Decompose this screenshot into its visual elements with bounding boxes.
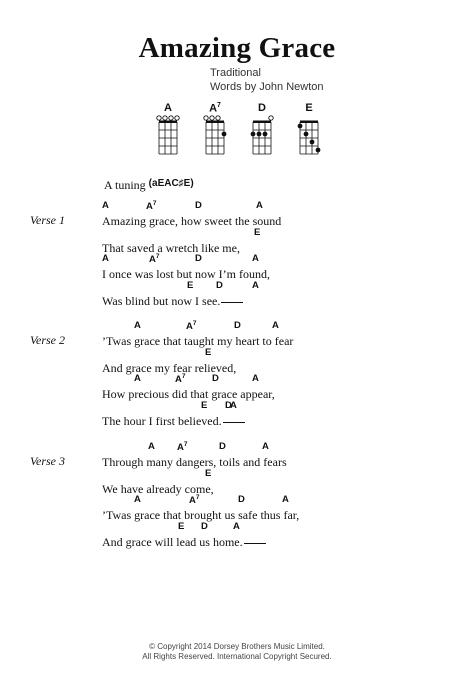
chord-symbol	[195, 200, 202, 211]
chord-name: A	[272, 320, 279, 331]
chord-symbol	[186, 320, 197, 332]
chord-name: A	[148, 441, 155, 452]
chord-symbol	[254, 227, 260, 238]
chord-row	[102, 441, 462, 453]
lyric-words: Through many dangers, toils and fears	[102, 455, 287, 469]
tuning-line	[104, 178, 194, 193]
melisma-extender-line	[221, 302, 243, 303]
chord-row	[102, 320, 462, 332]
finger-dot	[316, 148, 321, 153]
chord-row	[102, 400, 462, 412]
verse-label: Verse 3	[30, 454, 65, 468]
lyric-words: The hour I first believed.	[102, 413, 222, 428]
chord-symbol	[256, 200, 263, 211]
chord-symbol	[216, 280, 223, 291]
chord-name: D	[219, 441, 226, 452]
finger-dot	[251, 132, 256, 137]
chord-name: E	[205, 346, 212, 358]
chord-name: A	[230, 399, 237, 411]
chord-symbol	[201, 400, 207, 411]
lyric-words: Amazing grace, how sweet the sound	[102, 214, 282, 228]
chord-name: D	[234, 320, 241, 331]
chord-symbol	[219, 441, 226, 452]
melisma-extender-line	[223, 422, 245, 423]
chord-name: D	[201, 520, 208, 532]
chord-symbol	[178, 521, 184, 532]
chord-row	[102, 347, 462, 359]
chord-name: A	[282, 494, 289, 505]
chord-row	[102, 280, 462, 292]
chord-name: A	[252, 279, 259, 291]
lyric-text	[102, 535, 266, 550]
chord-symbol	[102, 253, 109, 264]
chord-name: D	[195, 200, 202, 211]
chord-name: E	[205, 467, 212, 479]
tuning-label: A tuning	[104, 178, 146, 192]
chord-row	[102, 200, 462, 212]
chord-name: A	[149, 254, 156, 266]
verse-label: Verse 2	[30, 333, 65, 347]
lyric-words: ’Twas grace that taught my heart to fear	[102, 334, 294, 348]
lyric-text	[102, 294, 243, 309]
finger-dot	[304, 132, 309, 137]
verse-label: Verse 1	[30, 213, 65, 227]
finger-dot	[298, 124, 303, 129]
open-string-marker	[216, 116, 220, 120]
chord-name: A	[102, 200, 109, 211]
open-string-marker	[269, 116, 273, 120]
finger-dot	[222, 132, 227, 137]
chord-extension: 7	[183, 441, 188, 448]
chord-name: A	[134, 494, 141, 505]
chord-diagram-name: $A^7$	[209, 102, 221, 115]
lyric-words: That saved a wretch like me,	[102, 240, 240, 255]
finger-dot	[310, 140, 315, 145]
chord-row	[102, 253, 462, 265]
chord-diagram-name: A	[164, 102, 172, 114]
lyric-words: Was blind but now I see.	[102, 293, 221, 308]
chord-name: A	[256, 200, 263, 211]
chord-name: D	[216, 279, 223, 291]
lyric-words: And grace my fear relieved,	[102, 360, 237, 375]
chord-name: E	[254, 226, 261, 238]
chord-symbol	[230, 400, 237, 411]
tuning-notes: (aEAC♯E)	[148, 178, 194, 189]
chord-symbol	[195, 253, 202, 264]
chord-symbol	[252, 280, 259, 291]
chord-extension: 7	[192, 320, 197, 327]
chord-extension: 7	[181, 373, 186, 380]
chord-symbol	[187, 280, 193, 291]
chord-extension: 7	[155, 253, 160, 260]
fretboard-grid	[296, 114, 322, 158]
chord-name: A	[134, 320, 141, 331]
chord-name: A	[134, 373, 141, 384]
credit-lyricist: Words by John Newton	[210, 81, 324, 93]
chord-symbol	[201, 521, 208, 532]
chord-diagram-name: E	[305, 102, 313, 114]
chord-extension: 7	[152, 200, 157, 207]
lyric-words: And grace will lead us home.	[102, 534, 243, 549]
chord-row	[102, 468, 462, 480]
chord-name: A	[189, 495, 196, 507]
chord-symbol	[234, 320, 241, 331]
copyright-line: © Copyright 2014 Dorsey Brothers Music Limited.	[149, 642, 325, 651]
chord-name: E	[187, 279, 194, 291]
chord-name: A	[175, 374, 182, 386]
chord-row	[102, 227, 462, 239]
chord-symbol	[148, 441, 155, 452]
chord-name: A	[177, 442, 184, 454]
credit-traditional: Traditional	[210, 67, 261, 79]
open-string-marker	[157, 116, 161, 120]
chord-symbol	[205, 468, 211, 479]
chord-diagram-name: D	[258, 102, 266, 114]
fretboard-grid	[202, 114, 228, 158]
open-string-marker	[175, 116, 179, 120]
chord-name: D	[212, 373, 219, 384]
song-title: Amazing Grace	[138, 32, 336, 64]
lyric-words: We have already come,	[102, 481, 214, 496]
chord-symbol	[272, 320, 279, 331]
lyric-words: ’Twas grace that brought us safe thus far,	[102, 508, 300, 522]
open-string-marker	[169, 116, 173, 120]
chord-symbol	[134, 494, 141, 505]
chord-row	[102, 373, 462, 385]
chord-symbol	[238, 494, 245, 505]
chord-symbol	[134, 320, 141, 331]
chord-name: D	[225, 399, 232, 411]
chord-name: A	[252, 373, 259, 384]
lyric-words: How precious did that grace appear,	[102, 387, 275, 401]
rights-line: All Rights Reserved. International Copyright Secured.	[142, 652, 332, 661]
chord-symbol	[252, 253, 259, 264]
chord-symbol	[149, 253, 160, 265]
chord-symbol	[262, 441, 269, 452]
chord-symbol	[189, 494, 200, 506]
chord-name: A	[102, 253, 109, 264]
chord-symbol	[134, 373, 141, 384]
chord-name: A	[186, 321, 193, 333]
lyric-words: I once was lost but now I’m found,	[102, 267, 270, 281]
chord-symbol	[252, 373, 259, 384]
finger-dot	[263, 132, 268, 137]
chord-symbol	[175, 373, 186, 385]
chord-extension: 7	[195, 494, 200, 501]
open-string-marker	[210, 116, 214, 120]
finger-dot	[257, 132, 262, 137]
lyric-text	[102, 414, 245, 429]
melisma-extender-line	[244, 543, 266, 544]
chord-row	[102, 494, 462, 506]
chord-symbol	[146, 200, 157, 212]
chord-symbol	[212, 373, 219, 384]
chord-name: E	[201, 399, 208, 411]
chord-symbol	[233, 521, 240, 532]
chord-name: E	[178, 520, 185, 532]
chord-name: D	[238, 494, 245, 505]
chord-name: A	[146, 201, 153, 213]
chord-name: D	[195, 253, 202, 264]
chord-name: A	[252, 253, 259, 264]
fretboard-grid	[155, 114, 181, 158]
fretboard-grid	[249, 114, 275, 158]
chord-name: A	[262, 441, 269, 452]
open-string-marker	[204, 116, 208, 120]
chord-symbol	[177, 441, 188, 453]
chord-row	[102, 521, 462, 533]
chord-symbol	[282, 494, 289, 505]
chord-symbol	[102, 200, 109, 211]
open-string-marker	[163, 116, 167, 120]
chord-name: A	[233, 520, 240, 532]
chord-symbol	[205, 347, 211, 358]
